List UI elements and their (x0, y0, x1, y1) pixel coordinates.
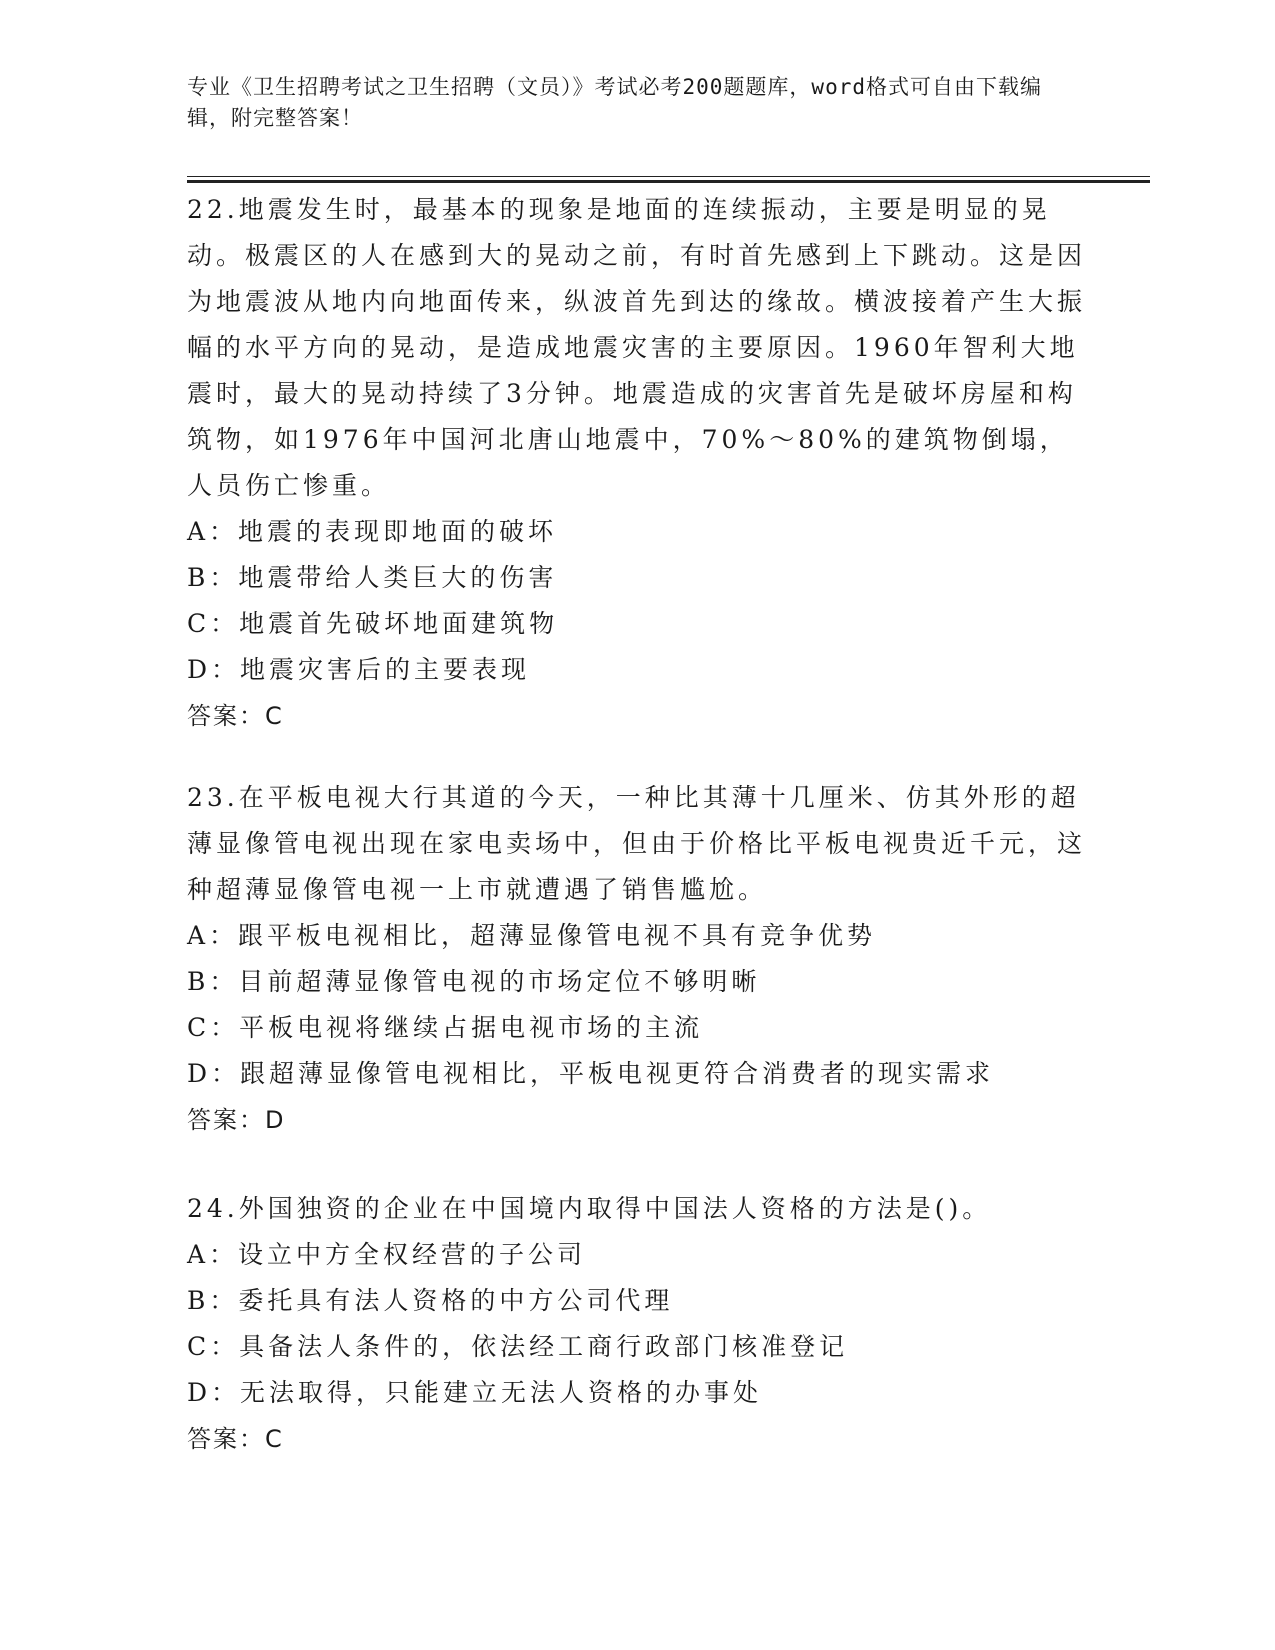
question-23 (187, 775, 1087, 1143)
question-stem: 23.在平板电视大行其道的今天，一种比其薄十几厘米、仿其外形的超薄显像管电视出现在家电卖场中，但由于价格比平板电视贵近千元，这种超薄显像管电视一上市就遭遇了销售尴尬。 (187, 783, 1087, 904)
option-c: C：地震首先破坏地面建筑物 (187, 609, 559, 638)
option-b: B：委托具有法人资格的中方公司代理 (187, 1286, 674, 1315)
option-a: A：设立中方全权经营的子公司 (187, 1240, 587, 1269)
document-header: 专业《卫生招聘考试之卫生招聘（文员）》考试必考200题题库，word格式可自由下载编辑，附完整答案！ (187, 75, 1042, 130)
option-d: D：地震灾害后的主要表现 (187, 655, 531, 684)
answer: 答案：D (187, 1106, 286, 1134)
question-24 (187, 1186, 1087, 1462)
option-a: A：跟平板电视相比，超薄显像管电视不具有竞争优势 (187, 921, 877, 950)
question-22 (187, 187, 1087, 739)
question-stem: 22.地震发生时，最基本的现象是地面的连续振动，主要是明显的晃动。极震区的人在感到大的晃动之前，有时首先感到上下跳动。这是因为地震波从地内向地面传来，纵波首先到达的缘故。横波接着产生大振幅的水平方向的晃动，是造成地震灾害的主要原因。1960年智利大地震时，最大的晃动持续了3分钟。地震造成的灾害首先是破坏房屋和构筑物，如1976年中国河北唐山地震中，70%～80%的建筑物倒塌，人员伤亡惨重。 (187, 195, 1087, 500)
option-c: C：平板电视将继续占据电视市场的主流 (187, 1013, 704, 1042)
header-divider-thick (187, 180, 1150, 183)
option-b: B：目前超薄显像管电视的市场定位不够明晰 (187, 967, 761, 996)
option-c: C：具备法人条件的，依法经工商行政部门核准登记 (187, 1332, 849, 1361)
answer: 答案：C (187, 702, 284, 730)
option-d: D：无法取得，只能建立无法人资格的办事处 (187, 1378, 763, 1407)
question-stem: 24.外国独资的企业在中国境内取得中国法人资格的方法是()。 (187, 1194, 992, 1223)
option-a: A：地震的表现即地面的破坏 (187, 517, 558, 546)
option-b: B：地震带给人类巨大的伤害 (187, 563, 558, 592)
answer: 答案：C (187, 1425, 284, 1453)
header-divider-thin (187, 176, 1150, 177)
option-d: D：跟超薄显像管电视相比，平板电视更符合消费者的现实需求 (187, 1059, 995, 1088)
